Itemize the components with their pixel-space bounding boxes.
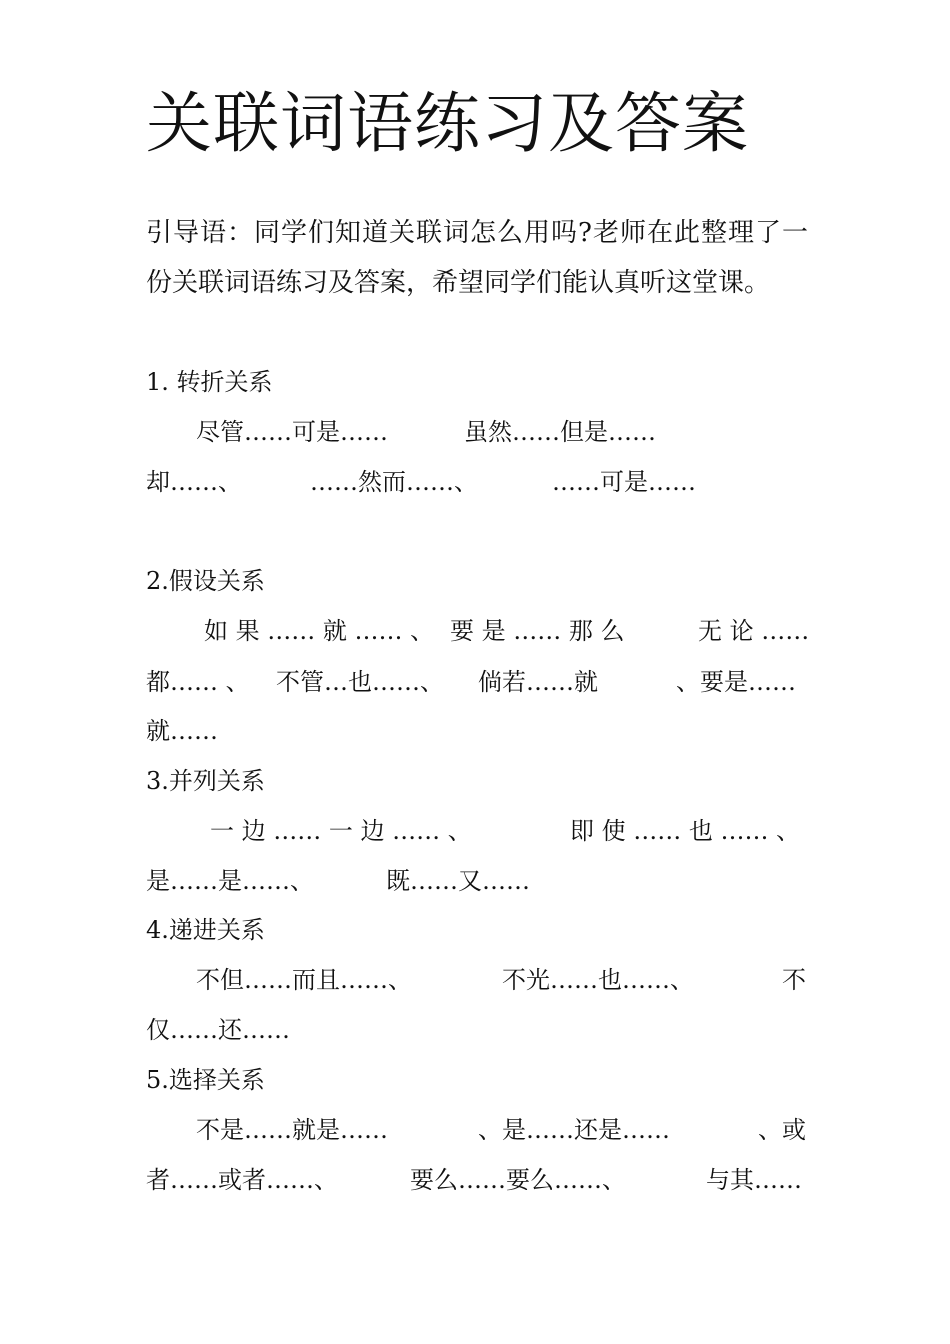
conjunction-pair: 不管…也……、 xyxy=(276,668,444,696)
conjunction-pair: 是……是……、 xyxy=(146,867,314,895)
section-line xyxy=(146,806,808,856)
section-line xyxy=(146,457,808,507)
section-heading-adversative: 1. 转折关系 xyxy=(146,368,273,396)
conjunction-pair: 即 使 …… 也 …… 、 xyxy=(570,817,801,845)
conjunction-pair: 倘若……就 xyxy=(478,668,598,696)
conjunction-pair: 却……、 xyxy=(146,468,242,496)
conjunction-pair: 要么……要么……、 xyxy=(410,1166,626,1194)
conjunction-pair: 、是……还是…… xyxy=(478,1116,670,1144)
conjunction-pair: 无 论 …… xyxy=(698,617,810,645)
conjunction-pair: 与其…… xyxy=(706,1166,802,1194)
section-line xyxy=(146,955,808,1005)
conjunction-pair: 、或 xyxy=(758,1116,806,1144)
conjunction-pair: 、要是…… xyxy=(676,668,796,696)
conjunction-pair: 都…… 、 xyxy=(146,668,250,696)
conjunction-pair: 仅……还…… xyxy=(146,1016,290,1044)
conjunction-pair: ……可是…… xyxy=(552,468,696,496)
conjunction-pair: 要 是 …… 那 么 xyxy=(450,617,625,645)
conjunction-pair: 既……又…… xyxy=(386,867,530,895)
section-line xyxy=(146,1105,808,1155)
section-line xyxy=(146,1005,808,1055)
section-line xyxy=(146,657,808,707)
conjunction-pair: 不是……就是…… xyxy=(196,1116,388,1144)
section-line xyxy=(146,706,808,756)
section-line xyxy=(146,606,808,656)
section-line xyxy=(146,856,808,906)
section-line xyxy=(146,1155,808,1205)
conjunction-pair: 不光……也……、 xyxy=(502,966,694,994)
intro-paragraph: 引导语：同学们知道关联词怎么用吗?老师在此整理了一份关联词语练习及答案，希望同学们能认真听这堂课。 xyxy=(146,218,808,298)
section-heading-coordinate: 3.并列关系 xyxy=(146,767,265,795)
conjunction-pair: ……然而……、 xyxy=(310,468,478,496)
conjunction-pair: 就…… xyxy=(146,717,218,745)
section-heading-alternative: 5.选择关系 xyxy=(146,1066,265,1094)
conjunction-pair: 一 边 …… 一 边 …… 、 xyxy=(210,817,472,845)
section-heading-hypothetical: 2.假设关系 xyxy=(146,567,265,595)
section-line xyxy=(146,407,808,457)
conjunction-pair: 如 果 …… 就 …… 、 xyxy=(204,617,435,645)
section-heading-progressive: 4.递进关系 xyxy=(146,916,265,944)
conjunction-pair: 不但……而且……、 xyxy=(196,966,412,994)
conjunction-pair: 虽然……但是…… xyxy=(464,418,656,446)
conjunction-pair: 不 xyxy=(782,966,806,994)
conjunction-pair: 尽管……可是…… xyxy=(196,418,388,446)
document-title: 关联词语练习及答案 xyxy=(146,85,749,162)
conjunction-pair: 者……或者……、 xyxy=(146,1166,338,1194)
